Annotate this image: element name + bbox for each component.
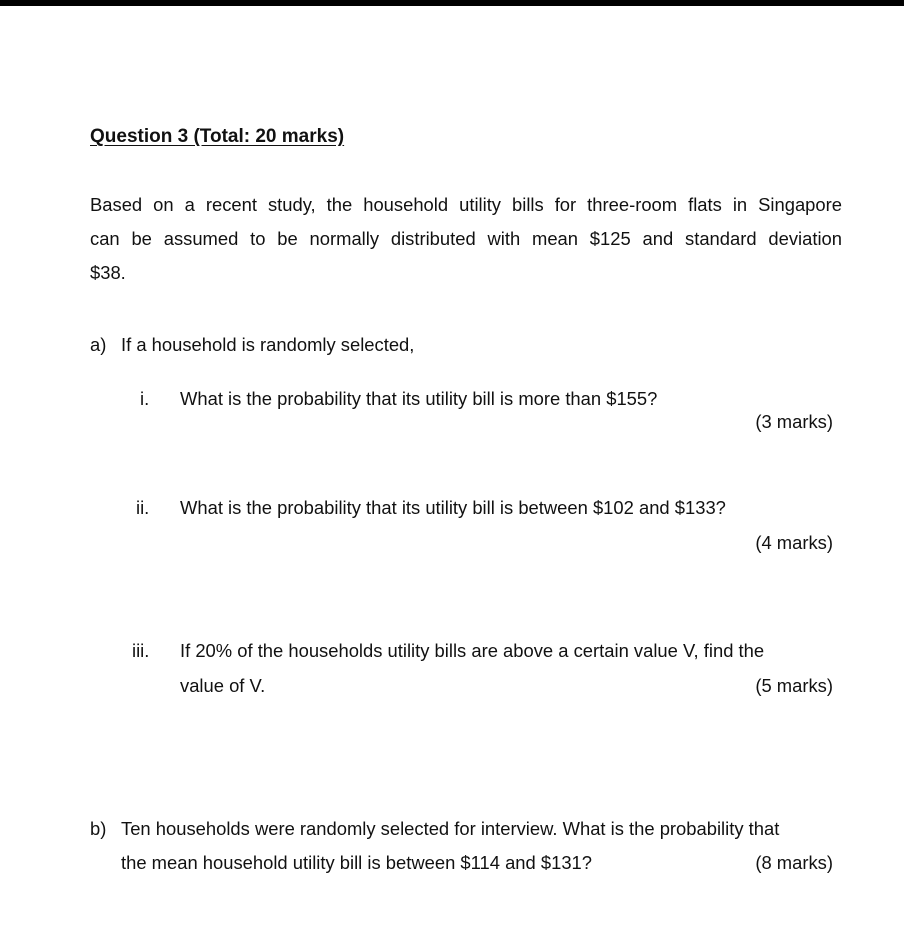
item-number: i.	[140, 388, 150, 409]
item-text: value of V.	[180, 675, 266, 696]
part-b-text: the mean household utility bill is between $114 and $131?	[121, 852, 592, 873]
part-b-text: Ten households were randomly selected for interview. What is the probability that	[121, 818, 780, 839]
item-number: ii.	[136, 497, 150, 518]
item-text: What is the probability that its utility bill is between $102 and $133?	[180, 497, 726, 518]
part-b-label: b)	[90, 818, 107, 839]
question-intro	[90, 188, 842, 290]
marks-label: (4 marks)	[755, 532, 833, 553]
part-a-label: a)	[90, 334, 107, 355]
item-number: iii.	[132, 640, 150, 661]
intro-line: Based on a recent study, the household utility bills for three-room flats in Singapore	[90, 194, 842, 215]
intro-line: can be assumed to be normally distributed with mean $125 and standard deviation	[90, 228, 842, 249]
item-text: What is the probability that its utility bill is more than $155?	[180, 388, 658, 409]
top-border	[0, 0, 904, 6]
intro-line: $38.	[90, 262, 126, 283]
marks-label: (8 marks)	[755, 852, 833, 873]
question-title: Question 3 (Total: 20 marks)	[90, 126, 345, 147]
marks-label: (5 marks)	[755, 675, 833, 696]
item-text: If 20% of the households utility bills are above a certain value V, find the	[180, 640, 765, 661]
marks-label: (3 marks)	[755, 411, 833, 432]
part-a-stem: If a household is randomly selected,	[121, 334, 415, 355]
